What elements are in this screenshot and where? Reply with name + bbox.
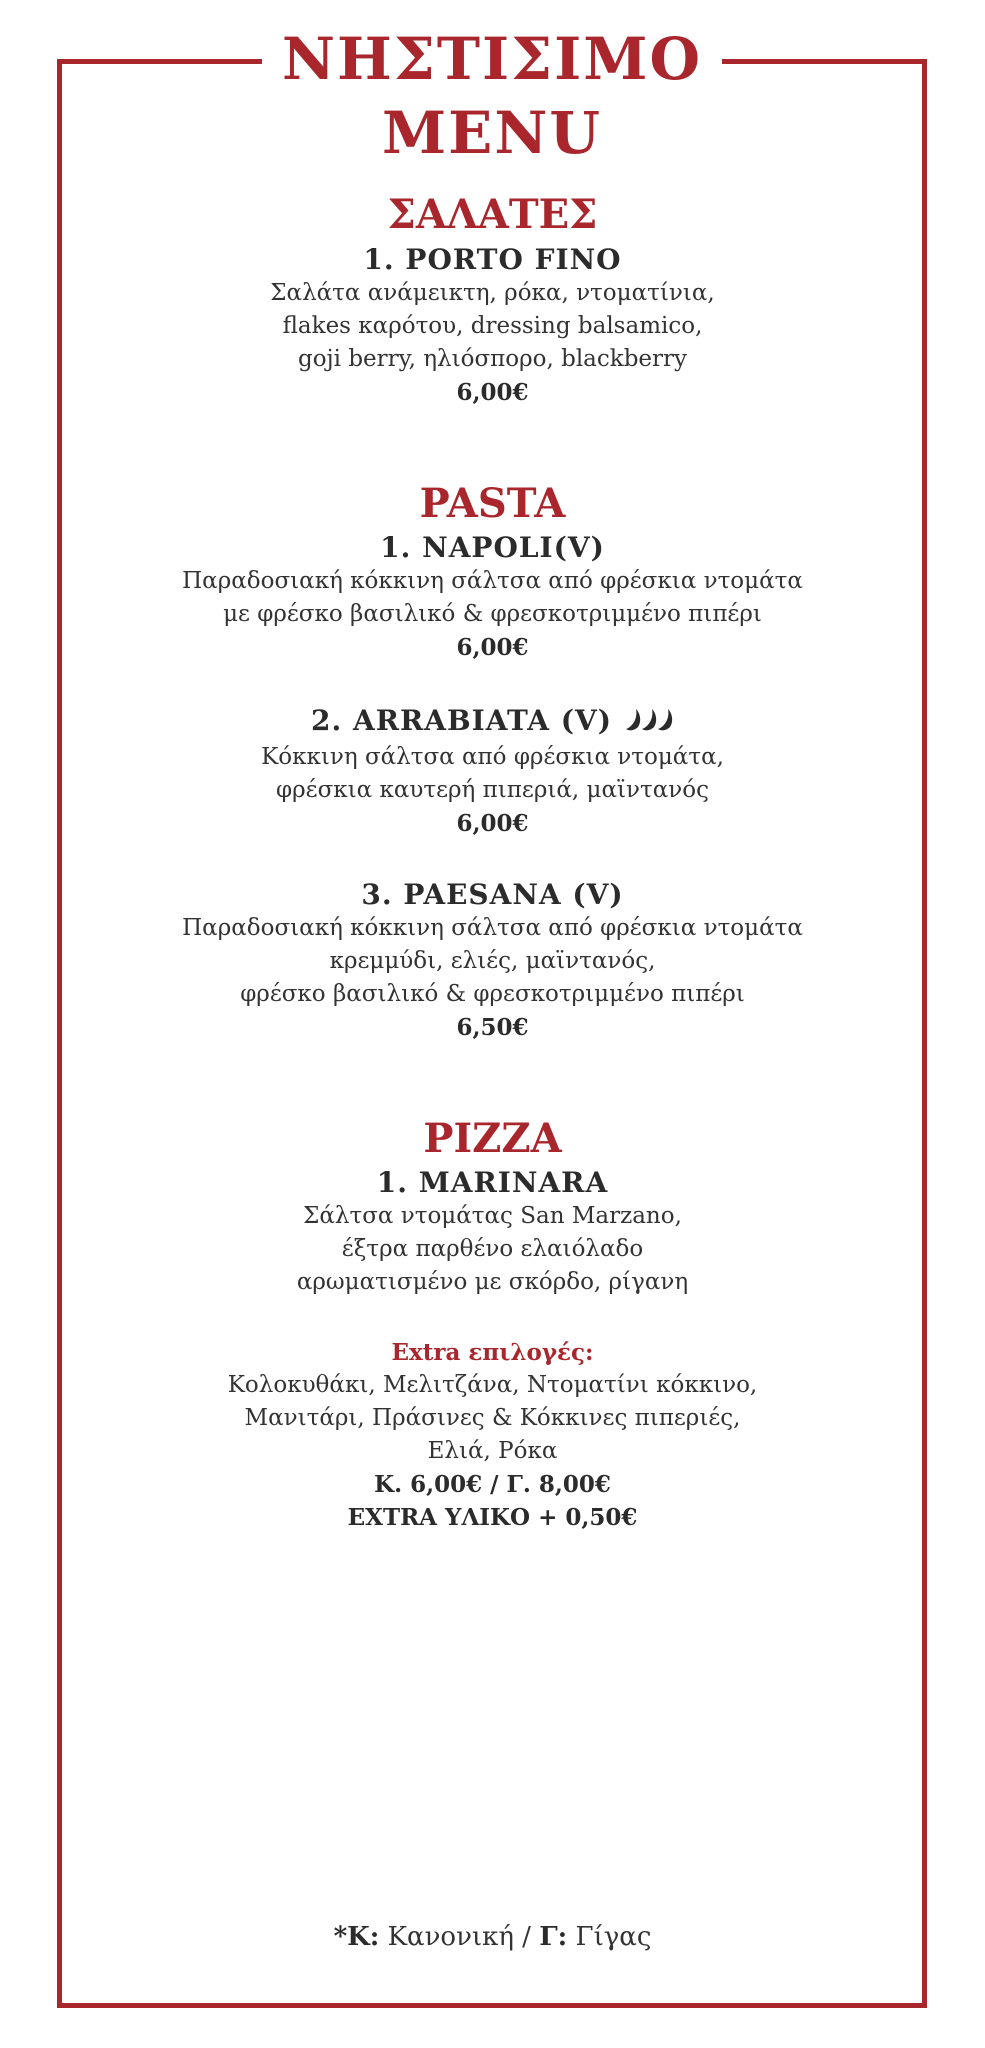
- item-description-line: φρέσκο βασιλικό & φρεσκοτριμμένο πιπέρι: [240, 981, 745, 1007]
- item-description-line: Παραδοσιακή κόκκινη σάλτσα από φρέσκια ντομάτα: [182, 568, 803, 594]
- item-name: 1. MARINARA: [376, 1166, 609, 1199]
- section-title-pizza: PIZZA: [423, 1115, 562, 1162]
- menu-item-arrabiata: [80, 704, 905, 840]
- item-description-line: Σάλτσα ντομάτας San Marzano,: [303, 1203, 682, 1229]
- item-name: 3. PAESANA (V): [361, 878, 624, 911]
- item-description-line: αρωματισμένο με σκόρδο, ρίγανη: [296, 1269, 689, 1295]
- extra-ingredient-price: EXTRA ΥΛΙΚΟ + 0,50€: [347, 1504, 638, 1531]
- pizza-size-price: Κ. 6,00€ / Γ. 8,00€: [374, 1471, 611, 1498]
- frame-top-right-border: [722, 59, 927, 64]
- extras-line: Ελιά, Ρόκα: [427, 1438, 558, 1464]
- item-description-line: κρεμμύδι, ελιές, μαϊντανός,: [329, 948, 656, 974]
- item-price: 6,50€: [456, 1014, 529, 1041]
- item-description-line: Κόκκινη σάλτσα από φρέσκια ντομάτα,: [261, 743, 724, 770]
- footnote-g-text: Γίγας: [575, 1922, 652, 1952]
- item-description-line: έξτρα παρθένο ελαιόλαδο: [341, 1236, 644, 1262]
- menu-item-napoli: [80, 531, 905, 664]
- item-description-line: flakes καρότου, dressing balsamico,: [282, 313, 703, 339]
- extras-label: Extra επιλογές:: [391, 1339, 594, 1366]
- frame-bottom-border: [57, 2003, 927, 2008]
- item-description-line: Σαλάτα ανάμεικτη, ρόκα, ντοματίνια,: [270, 280, 715, 306]
- item-name-row: [80, 704, 905, 741]
- item-description-line: με φρέσκο βασιλικό & φρεσκοτριμμένο πιπέρι: [223, 601, 762, 627]
- chili-pepper-icon: [622, 705, 674, 741]
- footnote-k-text: Κανονική: [387, 1922, 514, 1952]
- frame-left-border: [57, 59, 62, 2008]
- footnote-separator: /: [522, 1922, 531, 1952]
- menu-item-paesana: [80, 878, 905, 1044]
- menu-item-marinara: [80, 1166, 905, 1299]
- footnote-g-abbr: Γ:: [539, 1922, 568, 1952]
- section-title-salads: ΣΑΛΑΤΕΣ: [387, 191, 598, 238]
- item-price: 6,00€: [456, 379, 529, 406]
- footnote-k-abbr: *Κ:: [333, 1922, 380, 1952]
- section-title-pasta: PASTA: [419, 480, 566, 527]
- item-price: 6,00€: [456, 809, 529, 837]
- frame-right-border: [922, 59, 927, 2008]
- item-name: 2. ARRABIATA (V): [311, 704, 612, 737]
- item-price: 6,00€: [456, 634, 529, 661]
- item-description-line: Παραδοσιακή κόκκινη σάλτσα από φρέσκια ντομάτα: [182, 915, 803, 941]
- menu-title-line1: ΝΗΣΤΙΣΙΜΟ: [282, 25, 702, 93]
- item-description-line: φρέσκια καυτερή πιπεριά, μαϊντανός: [276, 776, 709, 803]
- item-name: 1. PORTO FINO: [363, 243, 622, 276]
- pizza-extras: [80, 1336, 905, 1534]
- menu-title: [262, 22, 722, 170]
- menu-item-porto-fino: [80, 243, 905, 409]
- item-description-line: goji berry, ηλιόσπορο, blackberry: [297, 346, 688, 372]
- size-footnote: [80, 1920, 905, 1954]
- item-name: 1. NAPOLI(V): [380, 531, 605, 564]
- extras-line: Κολοκυθάκι, Μελιτζάνα, Ντοματίνι κόκκινο,: [227, 1372, 758, 1398]
- menu-title-line2: MENU: [381, 99, 602, 167]
- frame-top-left-border: [57, 59, 262, 64]
- extras-line: Μανιτάρι, Πράσινες & Κόκκινες πιπεριές,: [244, 1405, 741, 1431]
